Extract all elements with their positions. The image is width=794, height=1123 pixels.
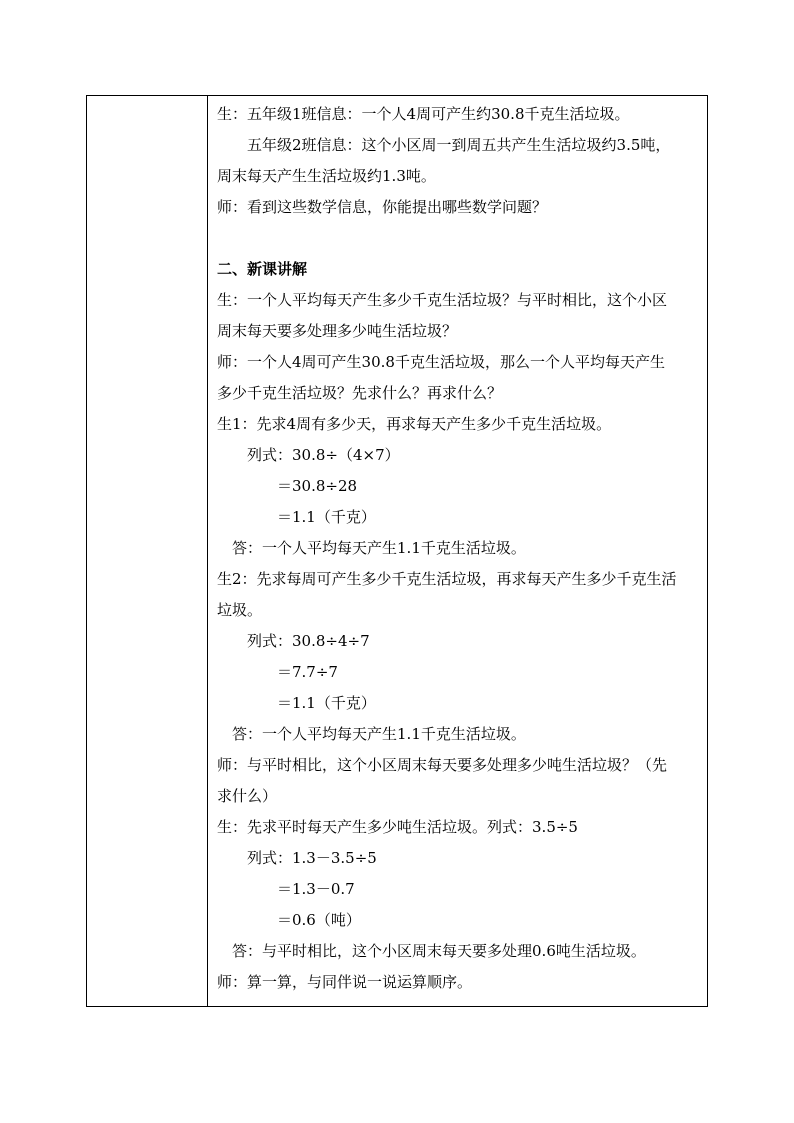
formula-line: 列式：30.8÷4÷7 xyxy=(217,632,370,650)
formula-line: ＝1.1（千克） xyxy=(217,694,376,712)
text-line: 周末每天产生生活垃圾约1.3吨。 xyxy=(217,167,436,185)
formula-line: 列式：1.3－3.5÷5 xyxy=(217,849,377,867)
answer-line: 答：与平时相比，这个小区周末每天要多处理0.6吨生活垃圾。 xyxy=(217,942,646,960)
text-line: 生1：先求4周有多少天，再求每天产生多少千克生活垃圾。 xyxy=(217,415,612,433)
formula-line: ＝1.1（千克） xyxy=(217,508,376,526)
text-line: 师：一个人4周可产生30.8千克生活垃圾，那么一个人平均每天产生 xyxy=(217,353,665,371)
text-line: 师：与平时相比，这个小区周末每天要多处理多少吨生活垃圾？（先 xyxy=(217,756,668,774)
left-column-cell xyxy=(87,96,208,1006)
text-line: 生：先求平时每天产生多少吨生活垃圾。列式：3.5÷5 xyxy=(217,818,578,836)
content-cell xyxy=(208,96,707,1006)
text-line: 生：一个人平均每天产生多少千克生活垃圾？与平时相比，这个小区 xyxy=(217,291,668,309)
formula-line: ＝7.7÷7 xyxy=(217,663,338,681)
text-line: 生2：先求每周可产生多少千克生活垃圾，再求每天产生多少千克生活 xyxy=(217,570,677,588)
section-heading: 二、新课讲解 xyxy=(217,260,308,278)
text-line: 师：看到这些数学信息，你能提出哪些数学问题？ xyxy=(217,198,548,216)
answer-line: 答：一个人平均每天产生1.1千克生活垃圾。 xyxy=(217,725,526,743)
text-line: 生：五年级1班信息：一个人4周可产生约30.8千克生活垃圾。 xyxy=(217,105,630,123)
formula-line: ＝1.3－0.7 xyxy=(217,880,355,898)
answer-line: 答：一个人平均每天产生1.1千克生活垃圾。 xyxy=(217,539,526,557)
lesson-table xyxy=(86,95,708,1007)
text-line: 垃圾。 xyxy=(217,601,263,619)
text-line: 周末每天要多处理多少吨生活垃圾？ xyxy=(217,322,458,340)
text-line: 五年级2班信息：这个小区周一到周五共产生生活垃圾约3.5吨， xyxy=(217,136,671,154)
text-line: 师：算一算，与同伴说一说运算顺序。 xyxy=(217,973,473,991)
text-line: 多少千克生活垃圾？先求什么？再求什么？ xyxy=(217,384,503,402)
formula-line: ＝30.8÷28 xyxy=(217,477,358,495)
formula-line: ＝0.6（吨） xyxy=(217,911,361,929)
text-line: 求什么） xyxy=(217,787,278,805)
formula-line: 列式：30.8÷（4×7） xyxy=(217,446,400,464)
